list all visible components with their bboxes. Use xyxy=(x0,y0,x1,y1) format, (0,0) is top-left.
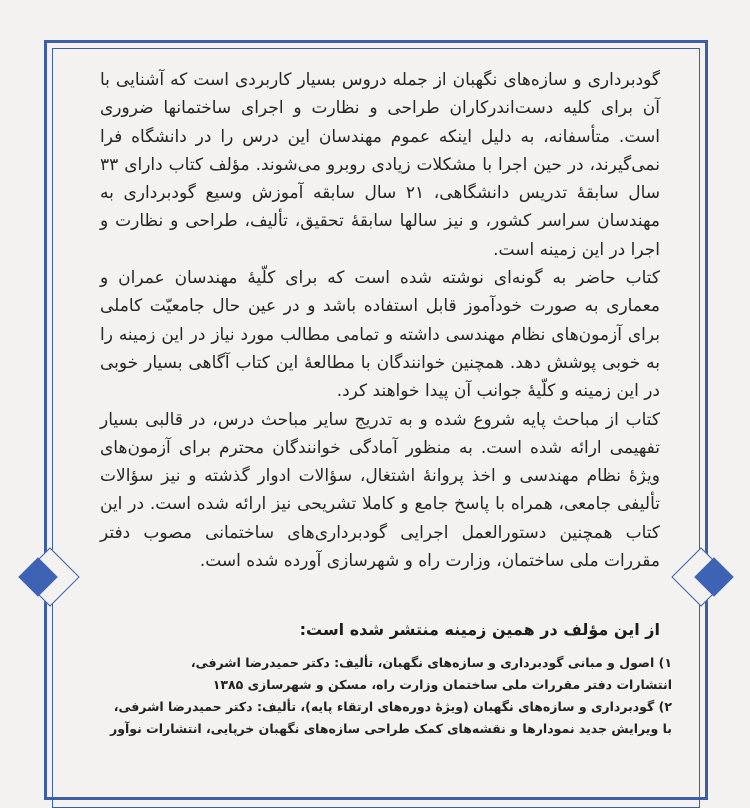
publications-heading: از این مؤلف در همین زمینه منتشر شده است: xyxy=(299,620,660,639)
publication-line: ۱) اصول و مبانی گودبرداری و سازه‌های نگهبان، تألیف: دکتر حمیدرضا اشرفی، xyxy=(190,655,672,670)
book-description xyxy=(100,66,660,575)
publication-line: با ویرایش جدید نمودارها و نقشه‌های کمک طراحی سازه‌های نگهبان خرپایی، انتشارات نوآور xyxy=(110,721,672,736)
paragraph-intro: گودبرداری و سازه‌های نگهبان از جمله دروس بسیار کاربردی است که آشنایی با آن برای کلیه دست‌اندرکاران طراحی و نظارت و اجرای ساختمانها ضروری است. متأسفانه، به دلیل اینکه عموم مهندسان این درس را در دانشگاه فرا نمی‌گیرند، در حین اجرا با مشکلات زیادی روبرو می‌شوند. مؤلف کتاب دارای ۳۳ سال سابقهٔ تدریس دانشگاهی، ۲۱ سال سابقه آموزش وسیع گودبرداری به مهندسان سراسر کشور، و نیز سالها سابقهٔ تحقیق، تألیف، طراحی و نظارت و اجرا در این زمینه است. xyxy=(100,70,660,260)
paragraph-purpose: کتاب حاضر به گونه‌ای نوشته شده است که برای کلّیهٔ مهندسان عمران و معماری به صورت خودآموز قابل استفاده باشد و در عین حال جامعیّت کاملی برای آزمون‌های نظام مهندسی داشته و تمامی مطالب مورد نیاز در این زمینه را به خوبی پوشش دهد. همچنین خوانندگان با مطالعهٔ این کتاب آگاهی بسیار خوبی در این زمینه و کلّیهٔ جوانب آن پیدا خواهند کرد. xyxy=(100,268,660,402)
publication-line: انتشارات دفتر مقررات ملی ساختمان وزارت راه، مسکن و شهرسازی ۱۳۸۵ xyxy=(212,677,672,692)
publications-list xyxy=(100,652,672,740)
publication-line: ۲) گودبرداری و سازه‌های نگهبان (ویژهٔ دوره‌های ارتقاء پایه)، تألیف: دکتر حمیدرضا اشرفی، xyxy=(113,699,672,714)
paragraph-structure: کتاب از مباحث پایه شروع شده و به تدریج سایر مباحث درس، در قالبی بسیار تفهیمی ارائه شده است. به منظور آمادگی خوانندگان محترم برای آزمون‌های ویژهٔ نظام مهندسی و اخذ پروانهٔ اشتغال، سؤالات ادوار گذشته و نیز سؤالات تألیفی جامعی، همراه با پاسخ جامع و کاملا تشریحی نیز ارائه شده است. در این کتاب همچنین دستورالعمل اجرایی گودبرداری‌های ساختمانی مصوب دفتر مقررات ملی ساختمان، وزارت راه و شهرسازی آورده شده است. xyxy=(100,409,660,572)
